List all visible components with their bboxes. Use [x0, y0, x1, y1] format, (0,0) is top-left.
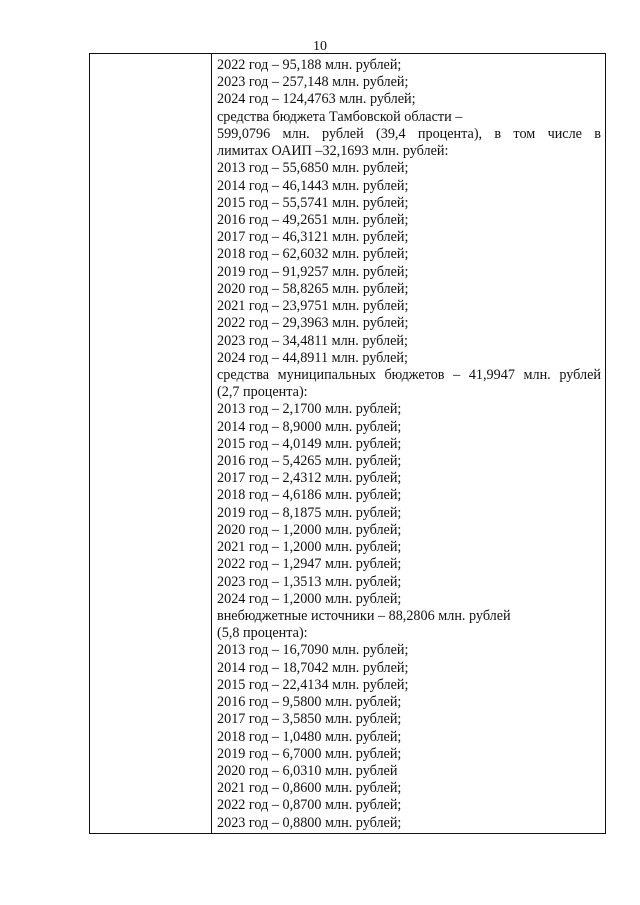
funding-line: 2023 год – 34,4811 млн. рублей;: [217, 332, 408, 349]
funding-line: 2017 год – 2,4312 млн. рублей;: [217, 470, 402, 487]
funding-line: 2023 год – 0,8800 млн. рублей;: [217, 814, 402, 831]
funding-line: 2017 год – 46,3121 млн. рублей;: [217, 229, 409, 246]
funding-details-cell: [212, 54, 605, 833]
funding-line: 2013 год – 16,7090 млн. рублей;: [217, 642, 409, 659]
funding-line: 2022 год – 29,3963 млн. рублей;: [217, 315, 409, 332]
funding-line: 2014 год – 8,9000 млн. рублей;: [217, 418, 402, 435]
funding-line: 2015 год – 4,0149 млн. рублей;: [217, 435, 402, 452]
funding-line: 2020 год – 58,8265 млн. рублей;: [217, 280, 409, 297]
funding-line: 2024 год – 44,8911 млн. рублей;: [217, 349, 408, 366]
funding-line: 2024 год – 1,2000 млн. рублей;: [217, 590, 402, 607]
funding-table: [89, 53, 606, 834]
funding-line: 2013 год – 55,6850 млн. рублей;: [217, 160, 409, 177]
funding-line: лимитах ОАИП –32,1693 млн. рублей:: [217, 143, 449, 160]
funding-line: 2021 год – 23,9751 млн. рублей;: [217, 298, 409, 315]
funding-line: 2020 год – 6,0310 млн. рублей: [217, 762, 398, 779]
funding-line: 2017 год – 3,5850 млн. рублей;: [217, 711, 402, 728]
page-number: 10: [313, 39, 327, 54]
funding-line: 2021 год – 0,8600 млн. рублей;: [217, 780, 402, 797]
funding-line: 2022 год – 0,8700 млн. рублей;: [217, 797, 402, 814]
funding-line: внебюджетные источники – 88,2806 млн. рублей: [217, 608, 511, 624]
funding-line: 2016 год – 9,5800 млн. рублей;: [217, 694, 402, 711]
funding-line: 599,0796 млн. рублей (39,4 процента), в том числе в: [217, 125, 601, 142]
funding-line: 2022 год – 95,188 млн. рублей;: [217, 57, 402, 73]
funding-line: 2016 год – 49,2651 млн. рублей;: [217, 211, 409, 228]
funding-line: 2019 год – 8,1875 млн. рублей;: [217, 504, 402, 521]
funding-line: средства бюджета Тамбовской области –: [217, 108, 463, 125]
funding-line: 2024 год – 124,4763 млн. рублей;: [217, 91, 416, 108]
funding-line: средства муниципальных бюджетов – 41,9947 млн. рублей: [217, 366, 601, 383]
funding-line: (2,7 процента):: [217, 384, 308, 401]
funding-line: 2023 год – 257,148 млн. рублей;: [217, 74, 409, 91]
funding-line: 2018 год – 62,6032 млн. рублей;: [217, 246, 409, 263]
funding-line: 2014 год – 46,1443 млн. рублей;: [217, 177, 409, 194]
funding-line: 2023 год – 1,3513 млн. рублей;: [217, 573, 402, 590]
funding-line: 2020 год – 1,2000 млн. рублей;: [217, 521, 402, 538]
funding-line: 2013 год – 2,1700 млн. рублей;: [217, 401, 402, 418]
funding-line: 2019 год – 6,7000 млн. рублей;: [217, 745, 402, 762]
funding-line: 2015 год – 55,5741 млн. рублей;: [217, 194, 409, 211]
funding-line: 2018 год – 1,0480 млн. рублей;: [217, 728, 402, 745]
funding-line: 2021 год – 1,2000 млн. рублей;: [217, 539, 402, 556]
funding-line: 2022 год – 1,2947 млн. рублей;: [217, 556, 402, 573]
funding-line: 2014 год – 18,7042 млн. рублей;: [217, 659, 409, 676]
funding-line: 2019 год – 91,9257 млн. рублей;: [217, 263, 409, 280]
funding-line: 2018 год – 4,6186 млн. рублей;: [217, 487, 402, 504]
funding-line: 2016 год – 5,4265 млн. рублей;: [217, 453, 402, 470]
funding-line: 2015 год – 22,4134 млн. рублей;: [217, 676, 409, 693]
table-left-column: [90, 54, 212, 833]
funding-line: (5,8 процента):: [217, 625, 308, 642]
